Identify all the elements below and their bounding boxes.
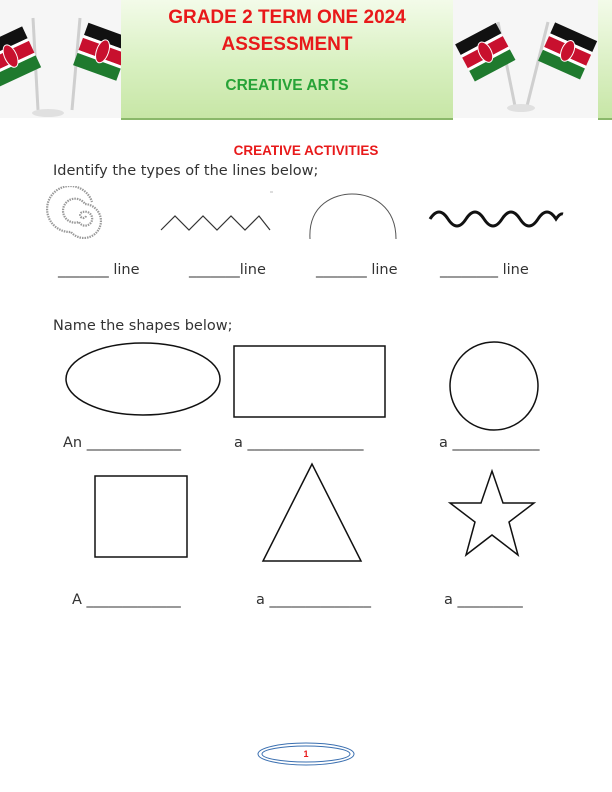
lines-instruction: Identify the types of the lines below; — [53, 163, 319, 179]
star-shape — [450, 471, 534, 555]
shapes-instruction: Name the shapes below; — [53, 318, 233, 334]
header-title — [121, 4, 453, 58]
rectangle-shape — [234, 346, 385, 417]
shape-blank-oval[interactable]: An _____________ — [63, 435, 181, 451]
kenya-flag-icon — [453, 0, 598, 118]
shapes-figures — [0, 340, 612, 580]
kenya-flags-left — [0, 0, 121, 118]
triangle-shape — [263, 464, 361, 561]
zigzag-line-figure — [161, 216, 270, 230]
spiral-line-figure — [47, 186, 101, 238]
header-title-line-2: ASSESSMENT — [221, 34, 353, 55]
curved-line-figure — [310, 194, 396, 239]
line-blank-4[interactable]: ________ line — [440, 262, 529, 278]
wavy-line-figure — [430, 212, 563, 226]
line-blank-1[interactable]: _______ line — [58, 262, 140, 278]
oval-shape — [66, 343, 220, 415]
shape-blank-circle[interactable]: a ____________ — [439, 435, 540, 451]
square-shape — [95, 476, 187, 557]
page-number: 1 — [303, 749, 309, 759]
header-subject: CREATIVE ARTS — [225, 77, 349, 94]
kenya-flag-icon — [0, 0, 121, 118]
section-title: CREATIVE ACTIVITIES — [233, 143, 379, 158]
header-title-line-1: GRADE 2 TERM ONE 2024 — [168, 7, 406, 28]
header-banner-edge — [598, 0, 612, 120]
shape-blank-triangle[interactable]: a ______________ — [256, 592, 371, 608]
circle-shape — [450, 342, 538, 430]
kenya-flags-right — [453, 0, 598, 118]
shape-blank-rectangle[interactable]: a ________________ — [234, 435, 364, 451]
shape-blank-square[interactable]: A _____________ — [72, 592, 181, 608]
line-blank-3[interactable]: _______ line — [316, 262, 398, 278]
shape-blank-star[interactable]: a _________ — [444, 592, 523, 608]
line-blank-2[interactable]: _______line — [189, 262, 266, 278]
line-types-figures — [0, 186, 612, 256]
